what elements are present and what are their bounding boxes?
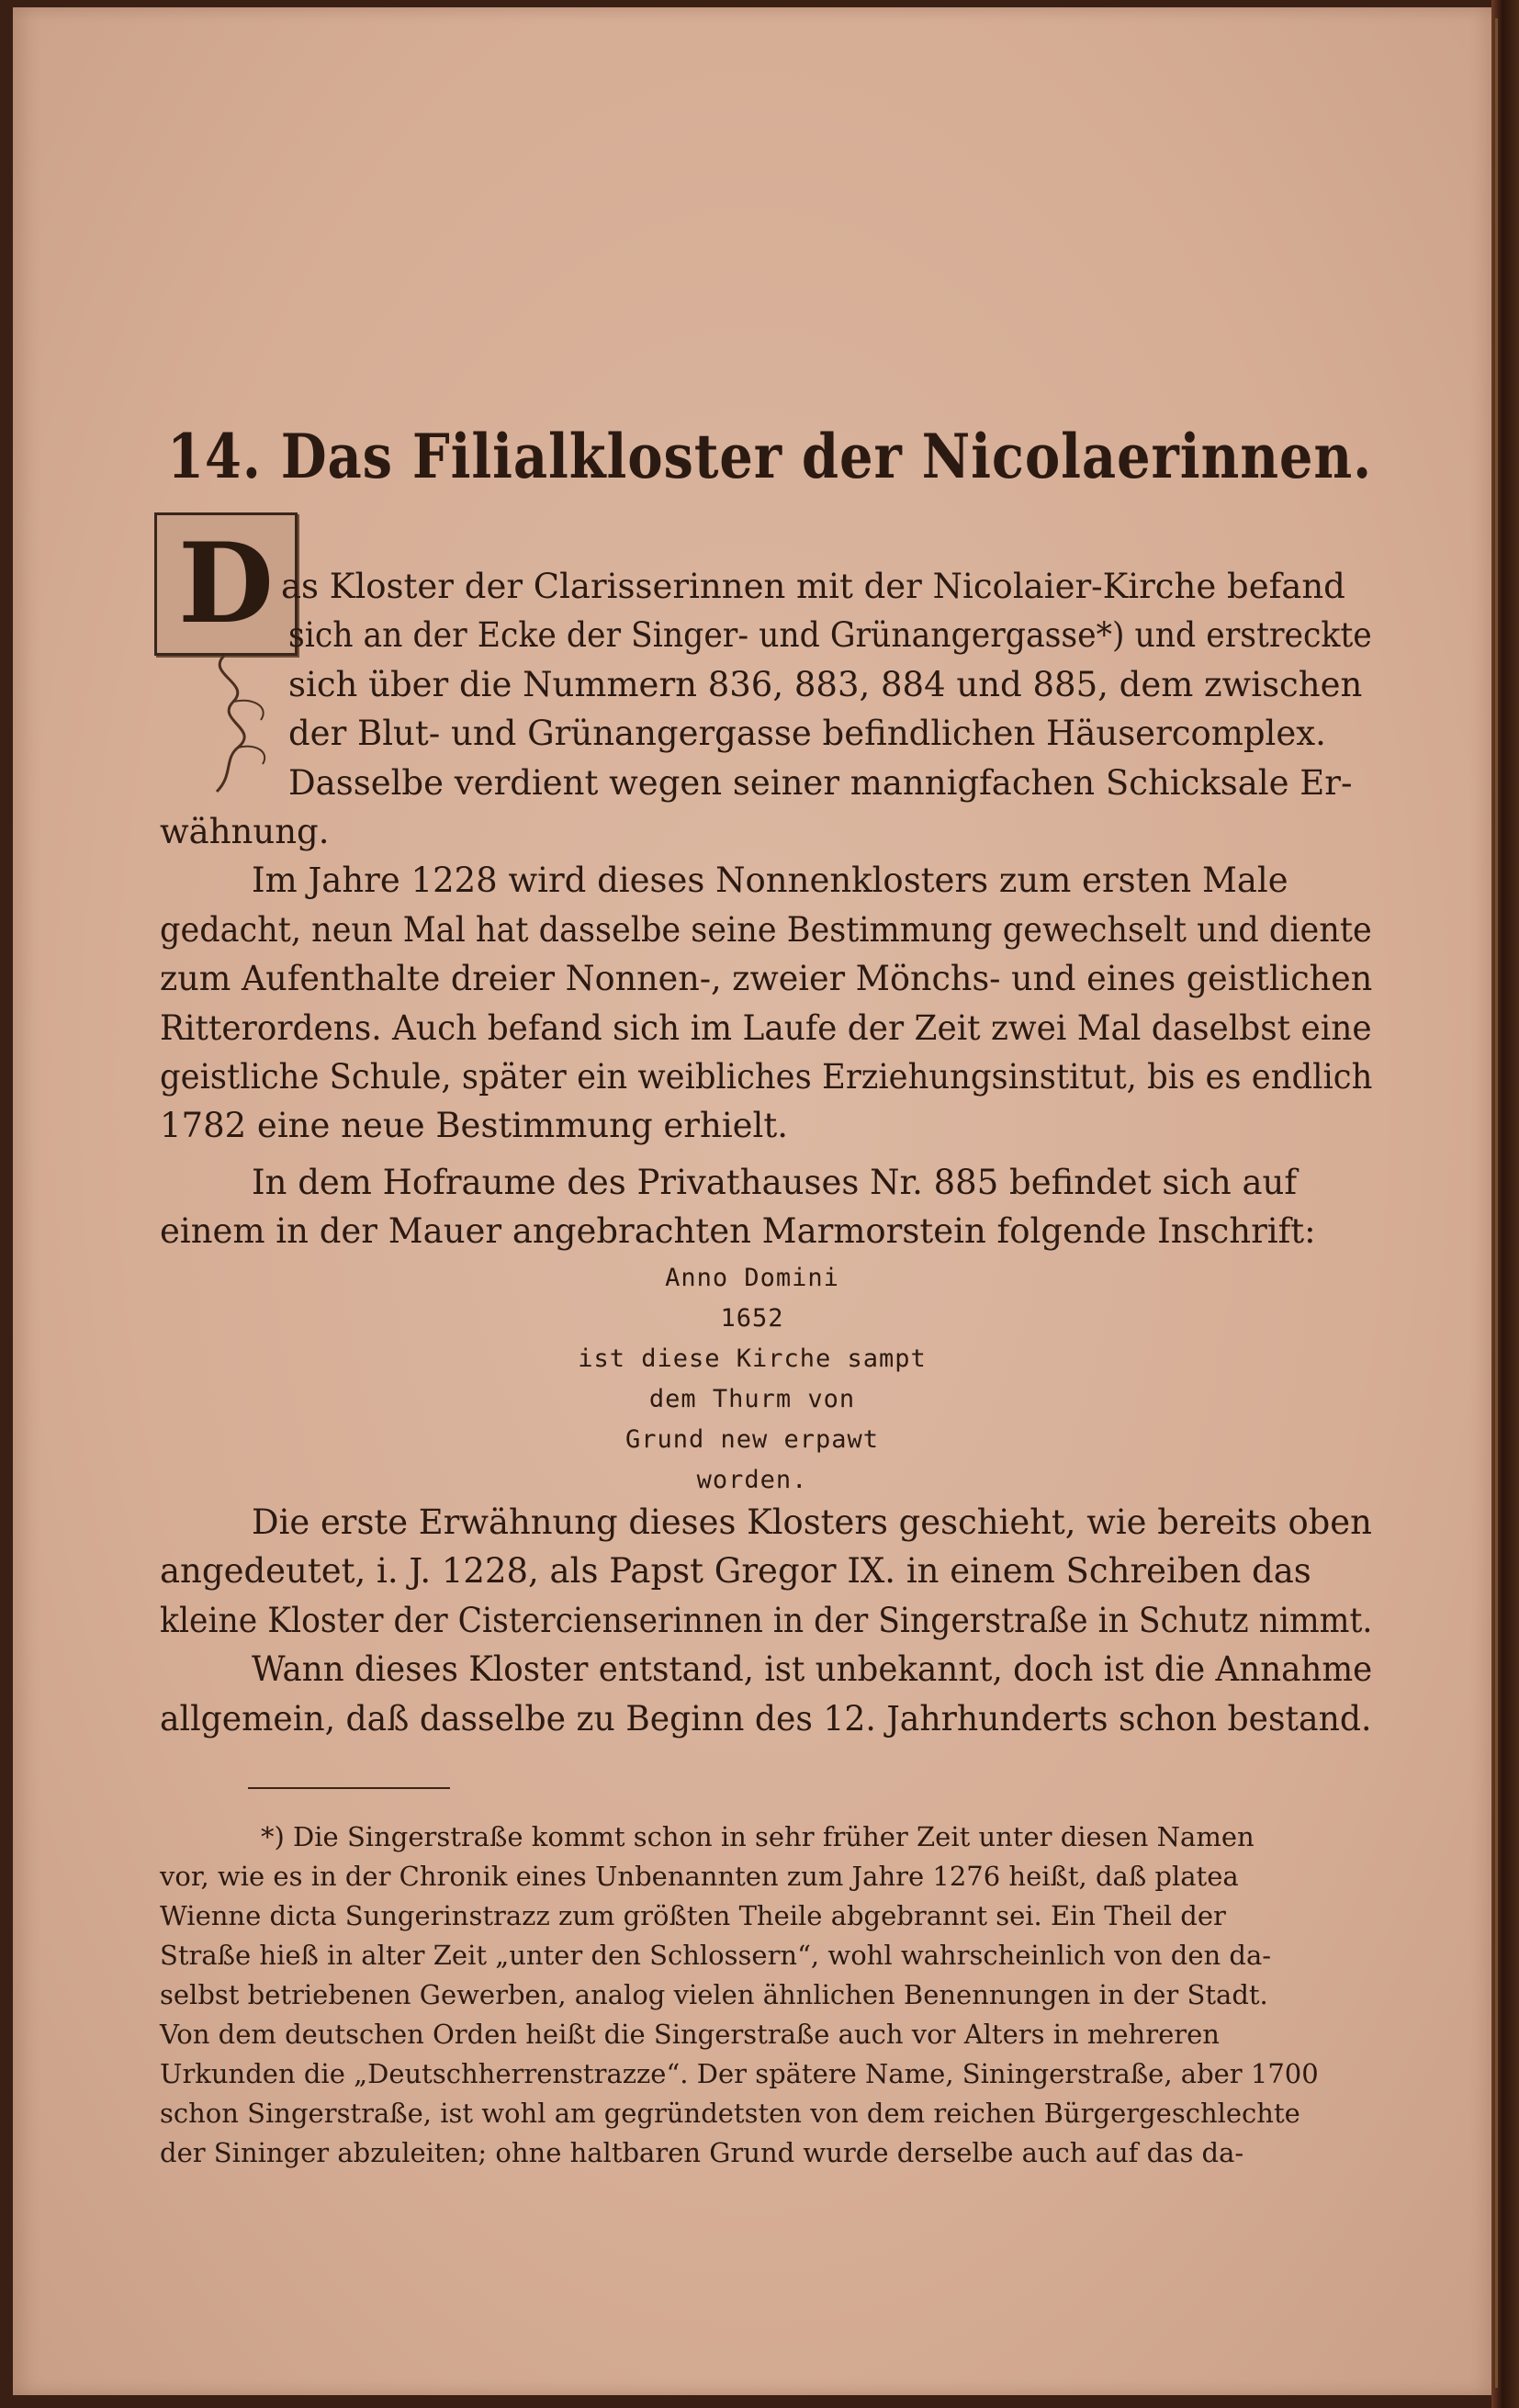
p4-line-1: Die erste Erwähnung dieses Klosters geschieht, wie bereits oben: [252, 1502, 1372, 1542]
inscription-line-1: Anno Domini: [665, 1264, 839, 1292]
p1-line-3: sich über die Nummern 836, 883, 884 und 885, dem zwischen: [288, 665, 1363, 704]
p1-line-4: der Blut- und Grünangergasse befindlichen Häusercomplex.: [288, 714, 1326, 753]
drop-cap: [154, 512, 298, 656]
footnote-line-2: vor, wie es in der Chronik eines Unbenannten zum Jahre 1276 heißt, daß platea: [160, 1861, 1239, 1892]
p5-line-2: allgemein, daß dasselbe zu Beginn des 12. Jahrhunderts schon bestand.: [160, 1699, 1372, 1738]
inscription-line-5: Grund new erpawt: [624, 1425, 880, 1454]
footnote-separator: [248, 1787, 450, 1789]
footnote-line-9: der Sininger abzuleiten; ohne haltbaren Grund wurde derselbe auch auf das da-: [160, 2137, 1244, 2168]
book-page: [13, 7, 1491, 2395]
p2-line-6: 1782 eine neue Bestimmung erhielt.: [160, 1106, 789, 1145]
footnote-line-8: schon Singerstraße, ist wohl am gegründetsten von dem reichen Bürgergeschlechte: [160, 2098, 1300, 2129]
p3-line-2: einem in der Mauer angebrachten Marmorstein folgende Inschrift:: [160, 1211, 1316, 1251]
flourish-ornament-icon: [206, 656, 288, 793]
inscription-line-3: ist diese Kirche sampt: [578, 1345, 927, 1373]
p2-line-2: gedacht, neun Mal hat dasselbe seine Bestimmung gewechselt und diente: [160, 910, 1372, 950]
p4-line-2: angedeutet, i. J. 1228, als Papst Gregor IX. in einem Schreiben das: [160, 1551, 1311, 1591]
p3-line-1: In dem Hofraume des Privathauses Nr. 885 befindet sich auf: [252, 1163, 1298, 1202]
p2-line-5: geistliche Schule, später ein weibliches Erziehungsinstitut, bis es endlich: [160, 1057, 1373, 1097]
chapter-title: Das Filialkloster der Nicolaerinnen.: [280, 421, 1373, 492]
footnote-line-4: Straße hieß in alter Zeit „unter den Schlossern“, wohl wahrscheinlich von den da-: [160, 1940, 1272, 1971]
p1-line-2: sich an der Ecke der Singer- und Grünangergasse*) und erstreckte: [288, 615, 1372, 655]
p5-line-1: Wann dieses Kloster entstand, ist unbekannt, doch ist die Annahme: [252, 1649, 1373, 1689]
p2-line-4: Ritterordens. Auch befand sich im Laufe der Zeit zwei Mal daselbst eine: [160, 1008, 1372, 1048]
inscription-line-4: dem Thurm von: [648, 1385, 856, 1413]
footnote-line-5: selbst betriebenen Gewerben, analog vielen ähnlichen Benennungen in der Stadt.: [160, 1979, 1268, 2010]
footnote-line-7: Urkunden die „Deutschherrenstrazze“. Der spätere Name, Siningerstraße, aber 1700: [160, 2058, 1319, 2089]
drop-cap-letter: D: [177, 519, 275, 648]
footnote-line-6: Von dem deutschen Orden heißt die Singerstraße auch vor Alters in mehreren: [160, 2019, 1220, 2050]
binding-gold-line: [1495, 18, 1498, 2388]
inscription-line-6: worden.: [696, 1466, 808, 1494]
p2-line-1: Im Jahre 1228 wird dieses Nonnenklosters zum ersten Male: [252, 861, 1288, 900]
p1-line-5: Dasselbe verdient wegen seiner mannigfachen Schicksale Er-: [288, 763, 1353, 803]
footnote-line-3: Wienne dicta Sungerinstrazz zum größten Theile abgebrannt sei. Ein Theil der: [160, 1900, 1226, 1931]
p1-line-1: as Kloster der Clarisserinnen mit der Nicolaier-Kirche befand: [281, 567, 1345, 606]
chapter-number: 14.: [167, 421, 262, 492]
inscription-line-2: 1652: [720, 1304, 784, 1333]
footnote-line-1: *) Die Singerstraße kommt schon in sehr früher Zeit unter diesen Namen: [261, 1821, 1255, 1852]
p2-line-3: zum Aufenthalte dreier Nonnen-, zweier Mönchs- und eines geistlichen: [160, 959, 1373, 998]
p1-line-6: wähnung.: [160, 812, 330, 851]
chapter-heading: [167, 421, 1373, 492]
p4-line-3: kleine Kloster der Cistercienserinnen in der Singerstraße in Schutz nimmt.: [160, 1601, 1373, 1640]
